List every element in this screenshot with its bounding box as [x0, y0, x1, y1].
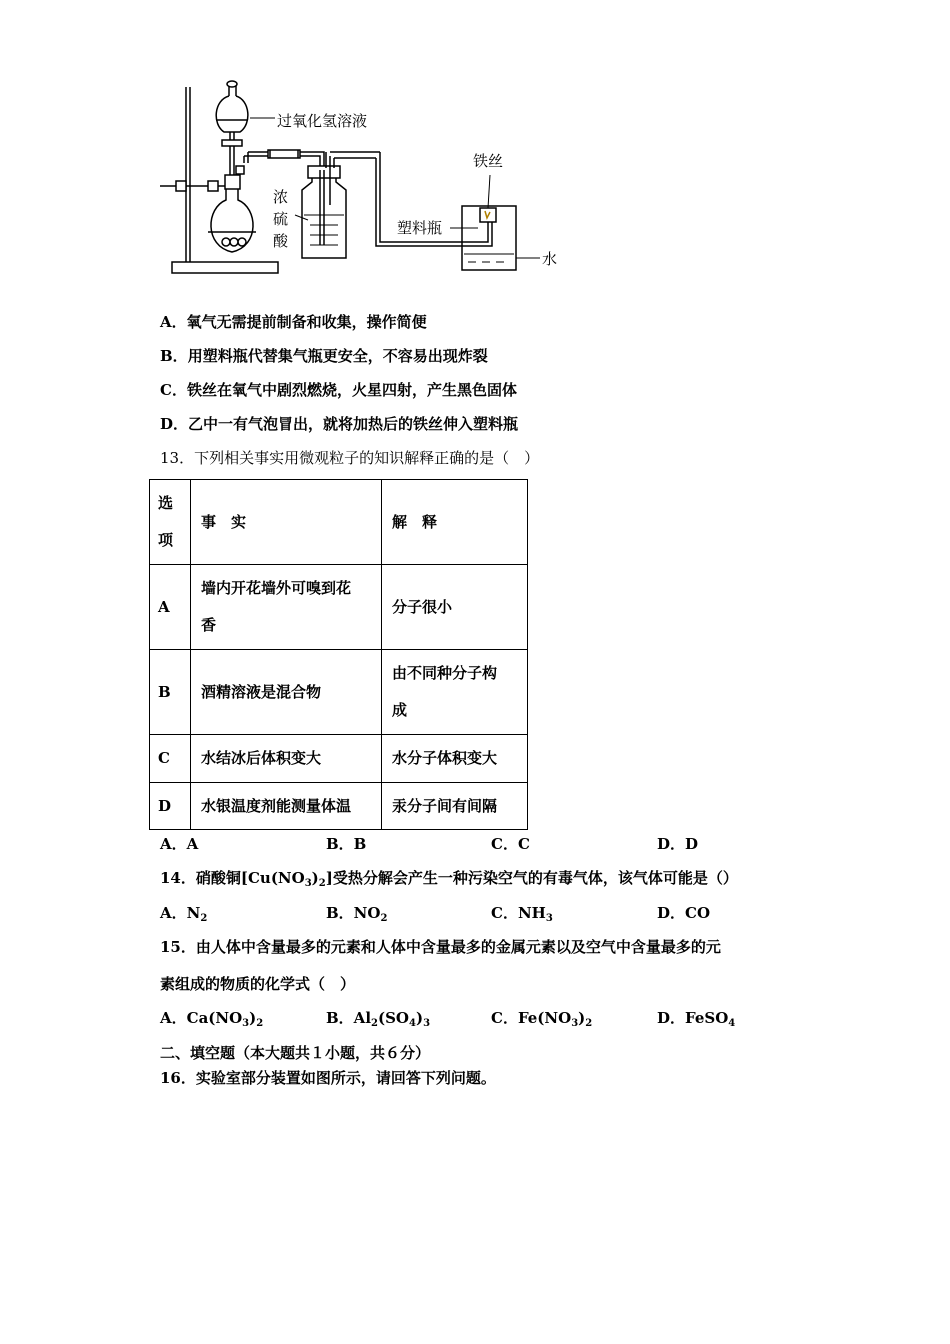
q12-option-d: D．乙中一有气泡冒出，就将加热后的铁丝伸入塑料瓶 [160, 415, 519, 433]
q13-stem: 13．下列相关事实用微观粒子的知识解释正确的是（ ） [160, 449, 540, 467]
label-acid-3: 酸 [273, 232, 289, 250]
separatory-funnel [216, 81, 275, 175]
q14-option-a: A．$N_2$ [160, 904, 208, 924]
q15-option-c: C．$Fe(NO_3)_2$ [491, 1009, 593, 1029]
label-acid-2: 硫 [273, 210, 289, 228]
section-2-title: 二、填空题（本大题共１小题，共６分） [160, 1044, 431, 1062]
round-flask [208, 152, 256, 252]
label-iron-wire: 铁丝 [473, 152, 504, 170]
table-row: D 水银温度剂能测量体温 汞分子间有间隔 [150, 783, 528, 830]
table-row: A 墙内开花墙外可嗅到花 香 分子很小 [150, 565, 528, 650]
q15-stem-line1: 15．由人体中含量最多的元素和人体中含量最多的金属元素以及空气中含量最多的元 [160, 938, 721, 956]
label-acid-1: 浓 [273, 188, 289, 206]
q13-option-d: D．D [657, 835, 699, 853]
label-peroxide: 过氧化氢溶液 [277, 112, 368, 130]
table-header-row: 选 项 事 实 解 释 [150, 480, 528, 565]
q13-table [149, 479, 528, 830]
q14-option-c: C．$NH_3$ [491, 904, 553, 924]
q13-option-a: A．A [160, 835, 199, 853]
q14-stem: 14．硝酸铜$[Cu(NO_3)_2]$受热分解会产生一种污染空气的有毒气体，该气体可能是（） [160, 869, 738, 889]
q15-option-a: A．$Ca(NO_3)_2$ [160, 1009, 264, 1029]
apparatus-figure [0, 0, 950, 290]
q15-option-b: B．$Al_2(SO_4)_3$ [326, 1009, 431, 1029]
q14-option-d: D．CO [657, 904, 711, 922]
q12-option-b: B．用塑料瓶代替集气瓶更安全，不容易出现炸裂 [160, 347, 488, 365]
q16-stem: 16．实验室部分装置如图所示，请回答下列问题。 [160, 1069, 496, 1087]
wash-bottle [295, 152, 380, 258]
q15-option-d: D．FeSO$_4$ [657, 1009, 736, 1029]
header-fact: 事 实 [191, 480, 382, 565]
q12-option-a: A．氧气无需提前制备和收集，操作简便 [160, 313, 427, 331]
table-row: B 酒精溶液是混合物 由不同种分子构 成 [150, 650, 528, 735]
q12-option-c: C．铁丝在氧气中剧烈燃烧，火星四射，产生黑色固体 [160, 381, 517, 399]
header-explain: 解 释 [382, 480, 528, 565]
q13-option-c: C．C [491, 835, 530, 853]
table-row: C 水结冰后体积变大 水分子体积变大 [150, 735, 528, 783]
q15-stem-line2: 素组成的物质的化学式（ ） [160, 975, 356, 993]
label-plastic-bottle: 塑料瓶 [397, 219, 443, 237]
q13-option-b: B．B [326, 835, 367, 853]
q14-option-b: B．$NO_2$ [326, 904, 388, 924]
label-water: 水 [542, 250, 558, 268]
water-trough [450, 175, 540, 270]
